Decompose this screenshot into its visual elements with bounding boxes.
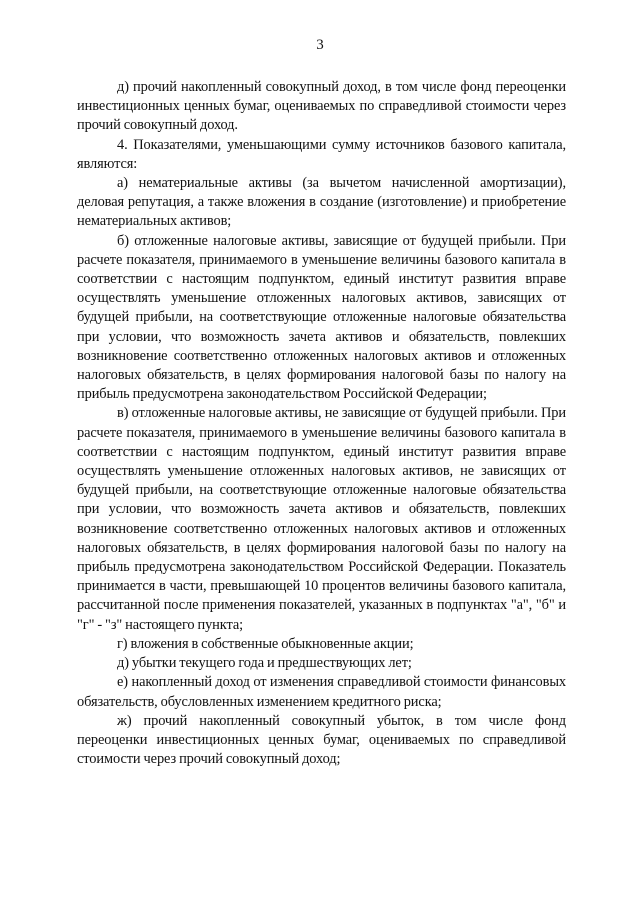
paragraph-item-e-fair-value-income: е) накопленный доход от изменения справедливой стоимости финансовых обязательств, обусловленных изменением кредитного риска;: [77, 674, 566, 710]
paragraph-item-d-losses: д) убытки текущего года и предшествующих лет;: [117, 655, 412, 672]
paragraph-item-g-own-shares: г) вложения в собственные обыкновенные акции;: [117, 635, 414, 652]
document-body: [77, 78, 566, 769]
paragraph-item-v-deferred-tax-independent: в) отложенные налоговые активы, не зависящие от будущей прибыли. При расчете показателя, принимаемого в уменьшение величины базового капитала в соответствии с настоящим подпунктом, единый институт развития вправе осуществлять уменьшение отложенных налоговых активов, не зависящих от будущей прибыли, на соответствующие отложенные налоговые обязательства при условии, что возможность зачета активов и обязательств, повлекших возникновение соответственно отложенных налоговых активов и отложенных налоговых обязательств, в целях формирования налоговой базы по налогу на прибыль предусмотрена законодательством Российской Федерации. Показатель принимается в части, превышающей 10 процентов величины базового капитала, рассчитанной после применения показателей, указанных в подпунктах "а", "б" и "г" - "з" настоящего пункта;: [77, 405, 566, 633]
paragraph-item-a-intangible-assets: а) нематериальные активы (за вычетом начисленной амортизации), деловая репутация, а также вложения в создание (изготовление) и приобретение нематериальных активов;: [77, 175, 566, 230]
paragraph-item-d-income: д) прочий накопленный совокупный доход, в том числе фонд переоценки инвестиционных ценных бумаг, оцениваемых по справедливой стоимости через прочий совокупный доход.: [77, 79, 566, 134]
paragraph-item-zh-comprehensive-loss: ж) прочий накопленный совокупный убыток, в том числе фонд переоценки инвестиционных ценных бумаг, оцениваемых по справедливой стоимости через прочий совокупный доход;: [77, 712, 566, 768]
page-number: 3: [316, 37, 324, 53]
paragraph-section-4-heading: 4. Показателями, уменьшающими сумму источников базового капитала, являются:: [77, 136, 566, 172]
paragraph-item-b-deferred-tax-dependent: б) отложенные налоговые активы, зависящие от будущей прибыли. При расчете показателя, принимаемого в уменьшение величины базового капитала в соответствии с настоящим подпунктом, единый институт развития вправе осуществлять уменьшение отложенных налоговых активов, зависящих от будущей прибыли, на соответствующие отложенные налоговые обязательства при условии, что возможность зачета активов и обязательств, повлекших возникновение соответственно отложенных налоговых активов и отложенных налоговых обязательств, в целях формирования налоговой базы по налогу на прибыль предусмотрена законодательством Российской Федерации;: [77, 232, 566, 403]
